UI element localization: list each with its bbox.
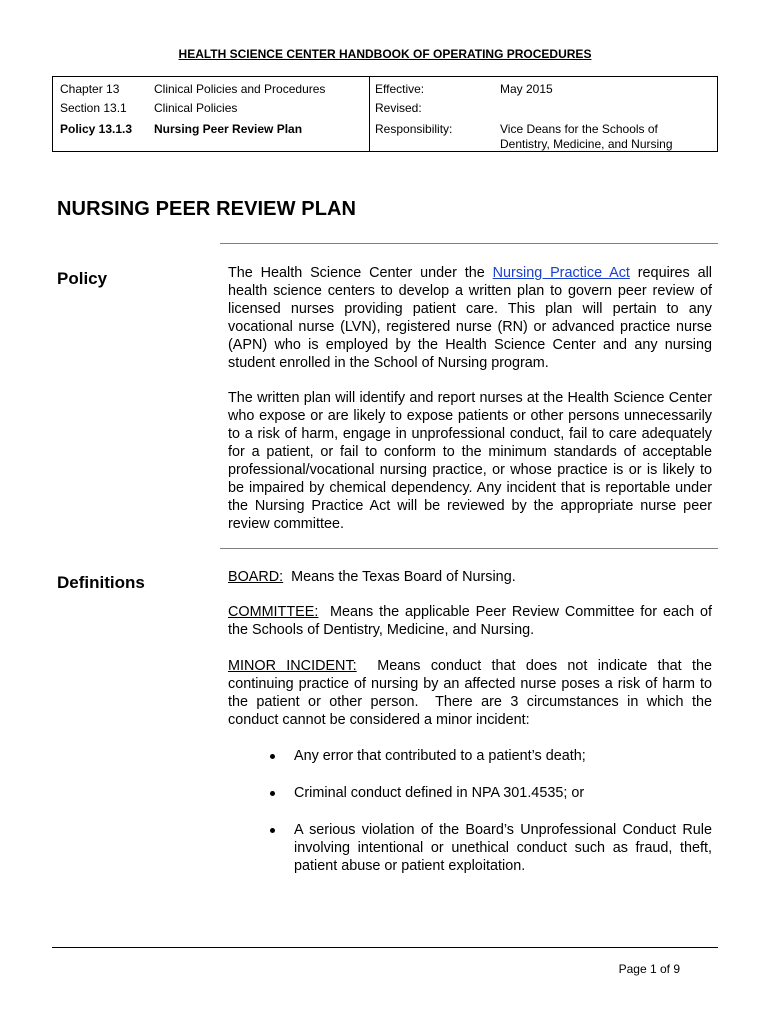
meta-divider [369,77,370,151]
minor-incident-definition: Means conduct that does not indicate that the continuing practice of nursing by an affected nurse poses a risk of harm to the patient or other person. There are 3 circumstances in which the conduct cannot be considered a minor incident: [228,658,716,728]
responsibility-label: Responsibility: [375,122,453,136]
definition-committee [228,603,716,639]
policy-text-before-link: The Health Science Center under the [228,265,493,281]
chapter-title: Clinical Policies and Procedures [154,82,326,96]
responsibility-line-1: Vice Deans for the Schools of [500,122,658,136]
effective-label: Effective: [375,82,425,96]
section-divider [220,243,718,244]
chapter-label: Chapter 13 [60,82,120,96]
list-item: Criminal conduct defined in NPA 301.4535; or [294,785,585,801]
policy-heading: Policy [57,269,108,288]
handbook-header-title: HEALTH SCIENCE CENTER HANDBOOK OF OPERATING PROCEDURES [178,47,592,61]
effective-value: May 2015 [500,82,553,96]
revised-label: Revised: [375,101,422,115]
bullet-icon [270,828,275,833]
responsibility-line-2: Dentistry, Medicine, and Nursing [500,137,673,151]
section-title: Clinical Policies [154,101,238,115]
policy-paragraph-2: The written plan will identify and report nurses at the Health Science Center who expose or are likely to expose patients or other persons unnecessarily to a risk of harm, engage in unprofessional conduct, fail to care adequately for a patient, or fail to conform to the minimum standards of acceptable professional/vocational nursing practice, or whose practice is or is likely to be impaired by chemical dependency. Any incident that is reportable under the Nursing Practice Act will be reviewed by the appropriate nurse peer review committee. [228,390,712,532]
committee-term: COMMITTEE: [228,604,319,620]
board-term: BOARD: [228,569,284,585]
bullet-icon [270,791,275,796]
nursing-practice-act-link[interactable]: Nursing Practice Act [492,265,630,281]
bullet-icon [270,754,275,759]
footer-divider [52,947,718,948]
policy-text-after-link: requires all health science centers to develop a written plan to govern peer review of licensed nurses providing patient care. This plan will pertain to any vocational nurse (LVN), registered nurse (RN) or advanced practice nurse (APN) who is employed by the Health Science Center and any nursing student enrolled in the School of Nursing program. [228,265,712,371]
list-item: Any error that contributed to a patient’s death; [294,748,586,764]
committee-definition: Means the applicable Peer Review Committee for each of the Schools of Dentistry, Medicine, and Nursing. [228,604,716,638]
definition-board [228,568,712,586]
minor-incident-term: MINOR INCIDENT: [228,658,357,674]
page-title: NURSING PEER REVIEW PLAN [57,198,357,220]
definition-minor-incident [228,657,716,729]
definitions-heading: Definitions [57,573,145,592]
board-definition: Means the Texas Board of Nursing. [283,569,516,585]
policy-meta-table [52,76,718,152]
policy-paragraph-1 [228,264,712,372]
section-divider [220,548,718,549]
policy-label: Policy 13.1.3 [60,122,133,136]
policy-title: Nursing Peer Review Plan [154,122,303,136]
page-number: Page 1 of 9 [618,962,680,976]
section-label: Section 13.1 [60,101,127,115]
list-item: A serious violation of the Board’s Unprofessional Conduct Rule involving intentional or unethical conduct such as fraud, theft, patient abuse or patient exploitation. [294,822,712,874]
